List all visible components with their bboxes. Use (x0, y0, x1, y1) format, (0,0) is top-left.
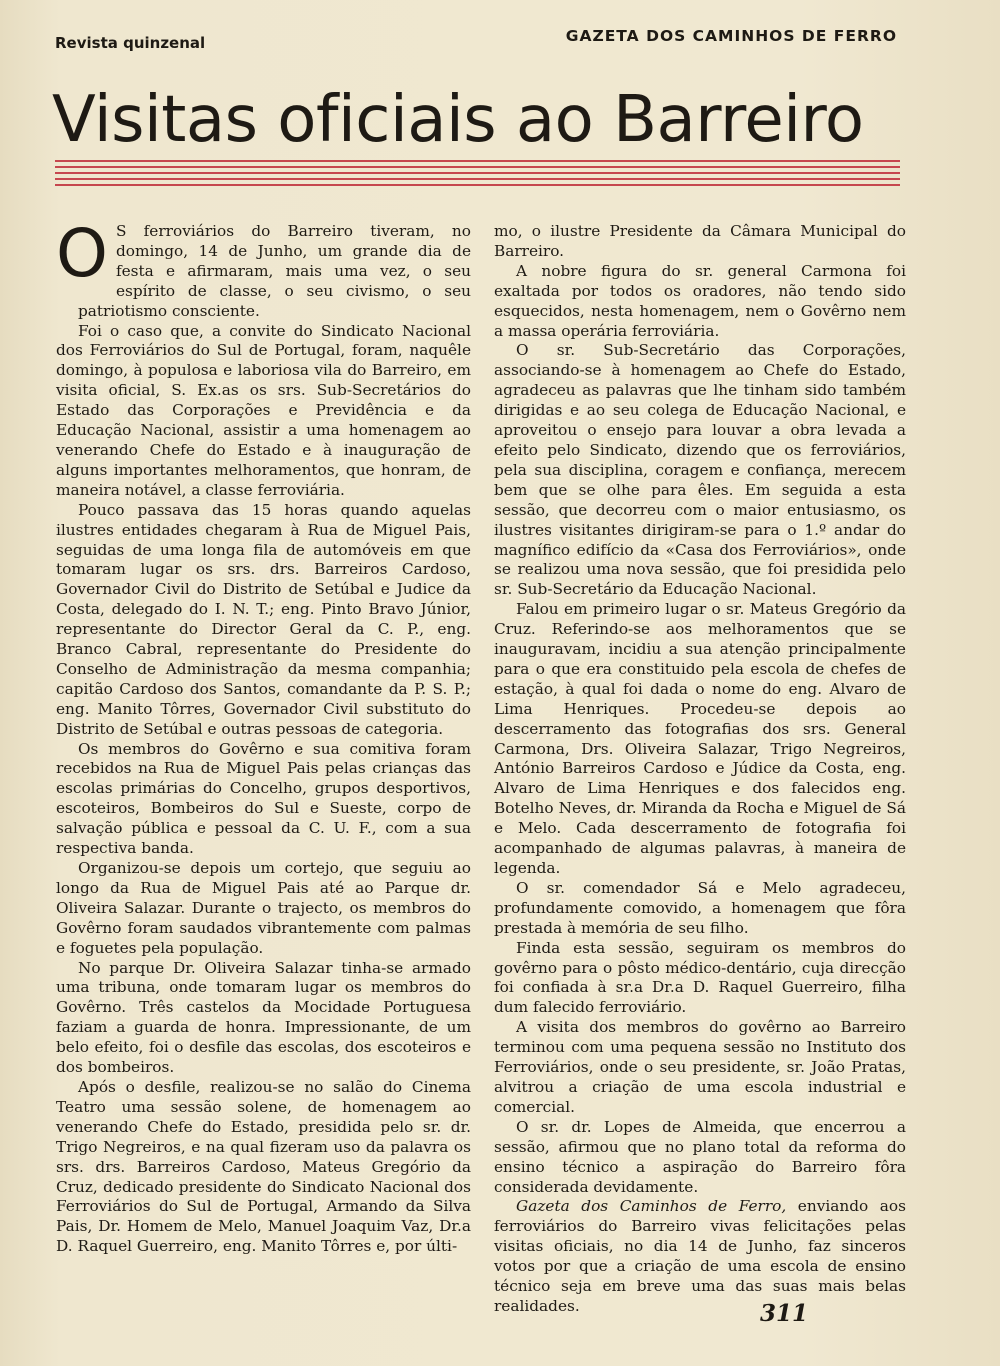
paragraph: No parque Dr. Oliveira Salazar tinha-se armado uma tribuna, onde tomaram lugar os membros do Govêrno. Três castelos da Mocidade Portuguesa faziam a guarda de honra. Impressionante, de um belo efeito, foi o desfile das escolas, dos escoteiros e dos bombeiros. (56, 958, 471, 1077)
paragraph: Pouco passava das 15 horas quando aquelas ilustres entidades chegaram à Rua de Miguel Pais, seguidas de uma longa fila de automóveis em que tomaram lugar os srs. drs. Barreiros Cardoso, Governador Civil do Distrito de Setúbal e Judice da Costa, delegado do I. N. T.; eng. Pinto Bravo Júnior, representante do Director Geral da C. P., eng. Branco Cabral, representante do Presidente do Conselho de Administração da mesma companhia; capitão Cardoso dos Santos, comandante da P. S. P.; eng. Manito Tôrres, Governador Civil substituto do Distrito de Setúbal e outras pessoas de categoria. (56, 500, 471, 738)
paragraph: A visita dos membros do govêrno ao Barreiro terminou com uma pequena sessão no Instituto dos Ferroviários, onde o seu presidente, sr. João Pratas, alvitrou a criação de uma escola industrial e comercial. (494, 1018, 906, 1116)
header-magazine-name: GAZETA DOS CAMINHOS DE FERRO (565, 27, 897, 45)
paragraph: O sr. dr. Lopes de Almeida, que encerrou a sessão, afirmou que no plano total da reforma do ensino técnico a aspiração do Barreiro fôra considerada devidamente. (494, 1117, 906, 1196)
paragraph: Após o desfile, realizou-se no salão do Cinema Teatro uma sessão solene, de homenagem ao venerando Chefe do Estado, presidida pelo sr. dr. Trigo Negreiros, e na qual fizeram uso da palavra os srs. drs. Barreiros Cardoso, Mateus Gregório da Cruz, dedicado presidente do Sindicato Nacional dos Ferroviários do Sul de Portugal, Armando da Silva Pais, Dr. Homem de Melo, Manuel Joaquim Vaz, Dr.a D. Raquel Guerreiro, eng. Manito Tôrres e, por últi- (56, 1077, 471, 1256)
paragraph: Organizou-se depois um cortejo, que seguiu ao longo da Rua de Miguel Pais até ao Parque dr. Oliveira Salazar. Durante o trajecto, os membros do Govêrno foram saudados vibrantemente com palmas e foguetes pela população. (56, 859, 471, 957)
paragraph: O S ferroviários do Barreiro tiveram, no domingo, 14 de Junho, um grande dia de festa e afirmaram, mais uma vez, o seu espírito de classe, o seu civismo, o seu patriotismo consciente. (56, 215, 471, 320)
paragraph: Falou em primeiro lugar o sr. Mateus Gregório da Cruz. Referindo-se aos melhoramentos que se inauguravam, incidiu a sua atenção principalmente para o que era constituido pela escola de chefes de estação, à qual foi dada o nome do eng. Alvaro de Lima Henriques. Procedeu-se depois ao descerramento das fotografias dos srs. General Carmona, Drs. Oliveira Salazar, Trigo Negreiros, António Barreiros Cardoso e Júdice da Costa, eng. Alvaro de Lima Henriques e dos falecidos eng. Botelho Neves, dr. Miranda da Rocha e Miguel de Sá e Melo. Cada descerramento de fotografia foi acompanhado de algumas palavras, à maneira de legenda. (494, 600, 906, 877)
drop-cap: O (56, 215, 108, 292)
left-column (56, 215, 471, 1257)
paragraph: O sr. comendador Sá e Melo agradeceu, profundamente comovido, a homenagem que fôra prestada à memória de seu filho. (494, 878, 906, 937)
article-title: Visitas oficiais ao Barreiro (52, 83, 864, 157)
page-number: 311 (760, 1300, 809, 1327)
magazine-name-italic: Gazeta dos Caminhos de Ferro, (516, 1197, 787, 1216)
title-underline-rules (55, 160, 900, 190)
paragraph: O sr. Sub-Secretário das Corporações, associando-se à homenagem ao Chefe do Estado, agradeceu as palavras que lhe tinham sido também dirigidas e ao seu colega de Educação Nacional, e aproveitou o ensejo para louvar a obra levada a efeito pelo Sindicato, dizendo que os ferroviários, pela sua disciplina, coragem e confiança, merecem bem que se olhe para êles. Em seguida a esta sessão, que decorreu com o maior entusiasmo, os ilustres visitantes dirigiram-se para o 1.º andar do magnífico edifício da «Casa dos Ferroviários», onde se realizou uma nova sessão, que foi presidida pelo sr. Sub-Secretário da Educação Nacional. (494, 341, 906, 599)
paragraph: Finda esta sessão, seguiram os membros do govêrno para o pôsto médico-dentário, cuja direcção foi confiada à sr.a Dr.a D. Raquel Guerreiro, filha dum falecido ferroviário. (494, 938, 906, 1017)
paragraph: Foi o caso que, a convite do Sindicato Nacional dos Ferroviários do Sul de Portugal, foram, naquêle domingo, à populosa e laboriosa vila do Barreiro, em visita oficial, S. Ex.as os srs. Sub-Secretários do Estado das Corporações e Previdência e da Educação Nacional, assistir a uma homenagem ao venerando Chefe do Estado e à inauguração de alguns importantes melhoramentos, que honram, de maneira notável, a classe ferroviária. (56, 321, 471, 499)
paragraph: A nobre figura do sr. general Carmona foi exaltada por todos os oradores, não tendo sido esquecidos, nesta homenagem, nem o Govêrno nem a massa operária ferroviária. (494, 261, 906, 340)
paragraph-continuation: mo, o ilustre Presidente da Câmara Municipal do Barreiro. (494, 222, 906, 260)
paragraph: Os membros do Govêrno e sua comitiva foram recebidos na Rua de Miguel Pais pelas crianças das escolas primárias do Concelho, grupos desportivos, escoteiros, Bombeiros do Sul e Sueste, corpo de salvação pública e pessoal da C. U. F., com a sua respectiva banda. (56, 739, 471, 858)
closing-paragraph: Gazeta dos Caminhos de Ferro, enviando aos ferroviários do Barreiro vivas felicitações pelas visitas oficiais, no dia 14 de Junho, faz sinceros votos por que a criação de uma escola de ensino técnico seja em breve uma das suas mais belas realidades. (494, 1197, 906, 1315)
header-publication-frequency: Revista quinzenal (55, 34, 206, 52)
right-column (494, 222, 906, 1317)
